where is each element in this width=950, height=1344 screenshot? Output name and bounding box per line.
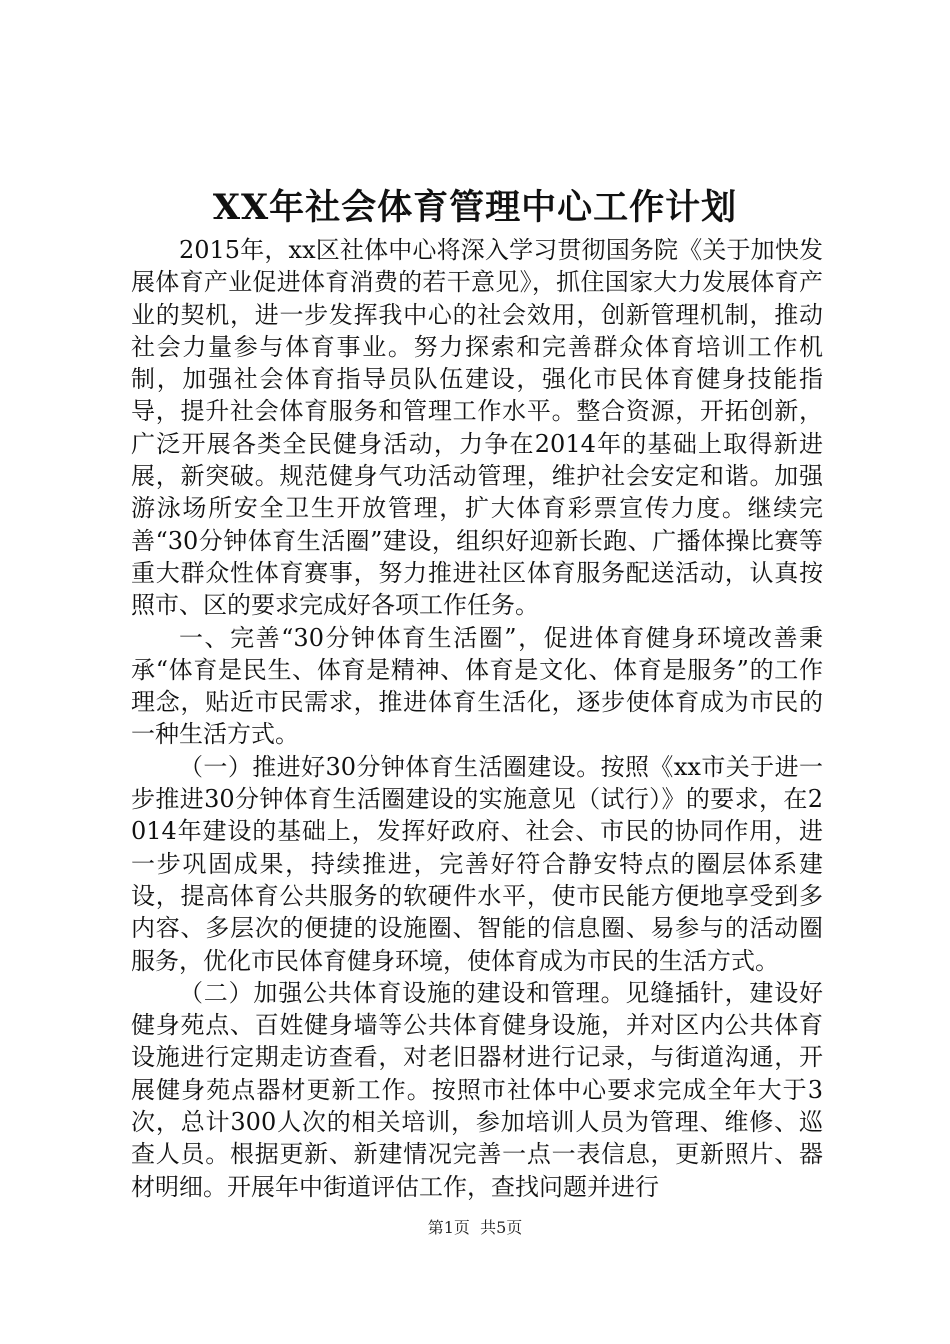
paragraph-section-1: 一、完善“30分钟体育生活圈”，促进体育健身环境改善秉承“体育是民生、体育是精神、体育是文化、体育是服务”的工作理念，贴近市民需求，推进体育生活化，逐步使体育成为市民的一种生活方式。 (131, 623, 823, 749)
page-footer (0, 1216, 950, 1240)
paragraph-subsection-1: （一）推进好30分钟体育生活圈建设。按照《xx市关于进一步推进30分钟体育生活圈建设的实施意见（试行）》的要求，在2014年建设的基础上，发挥好政府、社会、市民的协同作用，进一步巩固成果，持续推进，完善好符合静安特点的圈层体系建设，提高体育公共服务的软硬件水平，使市民能方便地享受到多内容、多层次的便捷的设施圈、智能的信息圈、易参与的活动圈服务，优化市民体育健身环境，使体育成为市民的生活方式。 (131, 752, 823, 975)
paragraph-intro: 2015年，xx区社体中心将深入学习贯彻国务院《关于加快发展体育产业促进体育消费的若干意见》，抓住国家大力发展体育产业的契机，进一步发挥我中心的社会效用，创新管理机制，推动社会力量参与体育事业。努力探索和完善群众体育培训工作机制，加强社会体育指导员队伍建设，强化市民体育健身技能指导，提升社会体育服务和管理工作水平。整合资源，开拓创新，广泛开展各类全民健身活动，力争在2014年的基础上取得新进展，新突破。规范健身气功活动管理，维护社会安定和谐。加强游泳场所安全卫生开放管理，扩大体育彩票宣传力度。继续完善“30分钟体育生活圈”建设，组织好迎新长跑、广播体操比赛等重大群众性体育赛事，努力推进社区体育服务配送活动，认真按照市、区的要求完成好各项工作任务。 (131, 236, 823, 620)
page-number: 第1页 (427, 1218, 470, 1237)
footer-separator (470, 1218, 480, 1237)
document-body (131, 234, 823, 1203)
paragraph-subsection-2: （二）加强公共体育设施的建设和管理。见缝插针，建设好健身苑点、百姓健身墙等公共体育健身设施，并对区内公共体育设施进行定期走访查看，对老旧器材进行记录，与街道沟通，开展健身苑点器材更新工作。按照市社体中心要求完成全年大于3次，总计300人次的相关培训，参加培训人员为管理、维修、巡查人员。根据更新、新建情况完善一点一表信息，更新照片、器材明细。开展年中街道评估工作，查找问题并进行 (131, 978, 823, 1201)
document-title: XX年社会体育管理中心工作计划 (212, 187, 738, 228)
page-total: 共5页 (480, 1218, 523, 1237)
